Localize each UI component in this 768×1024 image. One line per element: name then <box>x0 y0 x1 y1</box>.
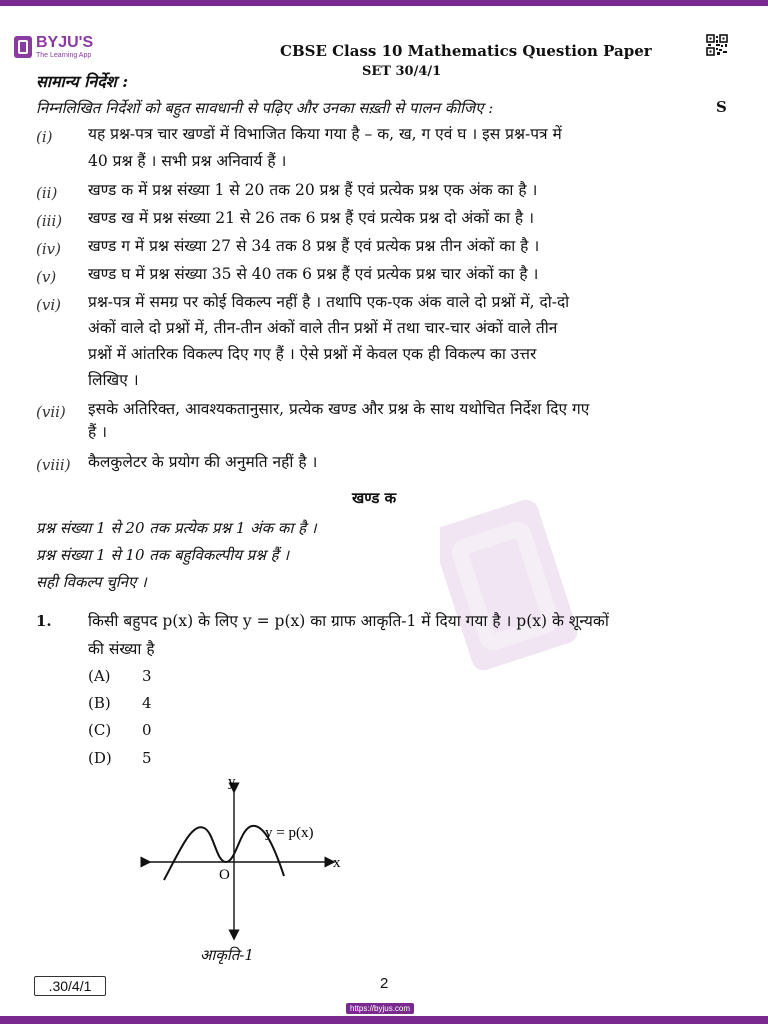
qr-code-icon <box>706 34 728 56</box>
instruction-number: (vi) <box>36 296 61 314</box>
option-label: (B) <box>88 694 111 712</box>
section-note: प्रश्न संख्या 1 से 10 तक बहुविकल्पीय प्रश्न हैं । <box>36 546 289 564</box>
instruction-line: प्रश्नों में आंतरिक विकल्प दिए गए हैं । ऐसे प्रश्नों में केवल एक ही विकल्प का उत्तर <box>88 345 537 363</box>
option-value: 3 <box>142 667 152 685</box>
y-axis-label: y <box>228 774 236 790</box>
instruction-number: (v) <box>36 268 57 286</box>
instruction-line: खण्ड क में प्रश्न संख्या 1 से 20 तक 20 प्रश्न हैं एवं प्रत्येक प्रश्न एक अंक का है । <box>88 181 538 199</box>
origin-label: O <box>219 867 230 883</box>
section-note: प्रश्न संख्या 1 से 20 तक प्रत्येक प्रश्न 1 अंक का है । <box>36 519 317 537</box>
instruction-number: (vii) <box>36 403 66 421</box>
instruction-number: (viii) <box>36 456 71 474</box>
instruction-line: खण्ड ख में प्रश्न संख्या 21 से 26 तक 6 प्रश्न हैं एवं प्रत्येक प्रश्न दो अंकों का है । <box>88 209 534 227</box>
paper-title: CBSE Class 10 Mathematics Question Paper <box>280 42 652 60</box>
watermark-logo-icon <box>440 470 680 730</box>
section-title: खण्ड क <box>352 489 397 507</box>
page-number: 2 <box>380 975 389 992</box>
instruction-number: (ii) <box>36 184 58 202</box>
instruction-number: (iii) <box>36 212 63 230</box>
instruction-line: इसके अतिरिक्त, आवश्यकतानुसार, प्रत्येक खण्ड और प्रश्न के साथ यथोचित निर्देश दिए गए <box>88 400 590 418</box>
option-value: 0 <box>142 721 152 739</box>
question-text <box>88 607 700 663</box>
instruction-line: कैलकुलेटर के प्रयोग की अनुमति नहीं है । <box>88 453 318 471</box>
bottom-border-bar <box>0 1016 768 1024</box>
question-line: की संख्या है <box>88 640 155 658</box>
instruction-number: (i) <box>36 128 53 146</box>
curve-label: y = p(x) <box>265 825 314 841</box>
question-line: किसी बहुपद p(x) के लिए y = p(x) का ग्राफ आकृति-1 में दिया गया है । p(x) के शून्यकों <box>88 612 609 630</box>
instruction-line: यह प्रश्न-पत्र चार खण्डों में विभाजित किया गया है – क, ख, ग एवं घ । इस प्रश्न-पत्र में <box>88 125 562 143</box>
paper-code-box: .30/4/1 <box>34 976 106 996</box>
side-marker: S <box>716 98 727 116</box>
x-axis-label: x <box>333 855 341 871</box>
option-value: 5 <box>142 749 152 767</box>
footer-url-link[interactable]: https://byjus.com <box>346 1003 414 1014</box>
polynomial-graph-figure <box>140 770 350 945</box>
instruction-line: प्रश्न-पत्र में समग्र पर कोई विकल्प नहीं है । तथापि एक-एक अंक वाले दो प्रश्नों में, दो-दो <box>88 293 570 311</box>
figure-caption: आकृति-1 <box>200 946 254 964</box>
option-value: 4 <box>142 694 152 712</box>
paper-set: SET 30/4/1 <box>362 64 442 79</box>
option-label: (D) <box>88 749 112 767</box>
instruction-line: अंकों वाले दो प्रश्नों में, तीन-तीन अंकों वाले तीन प्रश्नों में तथा चार-चार अंकों वाले तीन <box>88 319 558 337</box>
section-note: सही विकल्प चुनिए । <box>36 573 147 591</box>
option-label: (A) <box>88 667 111 685</box>
instruction-number: (iv) <box>36 240 61 258</box>
brand-name: BYJU'S <box>36 34 94 51</box>
question-number: 1. <box>36 612 52 630</box>
instruction-line: खण्ड घ में प्रश्न संख्या 35 से 40 तक 6 प्रश्न हैं एवं प्रत्येक प्रश्न चार अंकों का है । <box>88 265 539 283</box>
top-border-bar <box>0 0 768 6</box>
instruction-line: लिखिए । <box>88 371 139 389</box>
option-label: (C) <box>88 721 112 739</box>
brand-badge-icon <box>14 36 32 58</box>
instructions-intro: निम्नलिखित निर्देशों को बहुत सावधानी से पढ़िए और उनका सख़्ती से पालन कीजिए : <box>36 99 494 117</box>
instruction-line: 40 प्रश्न हैं । सभी प्रश्न अनिवार्य हैं । <box>88 152 287 170</box>
brand-tagline: The Learning App <box>36 52 92 59</box>
instruction-line: खण्ड ग में प्रश्न संख्या 27 से 34 तक 8 प्रश्न हैं एवं प्रत्येक प्रश्न तीन अंकों का है । <box>88 237 540 255</box>
brand-logo <box>14 34 114 64</box>
instructions-heading: सामान्य निर्देश : <box>36 72 129 91</box>
instruction-line: हैं । <box>88 423 108 441</box>
